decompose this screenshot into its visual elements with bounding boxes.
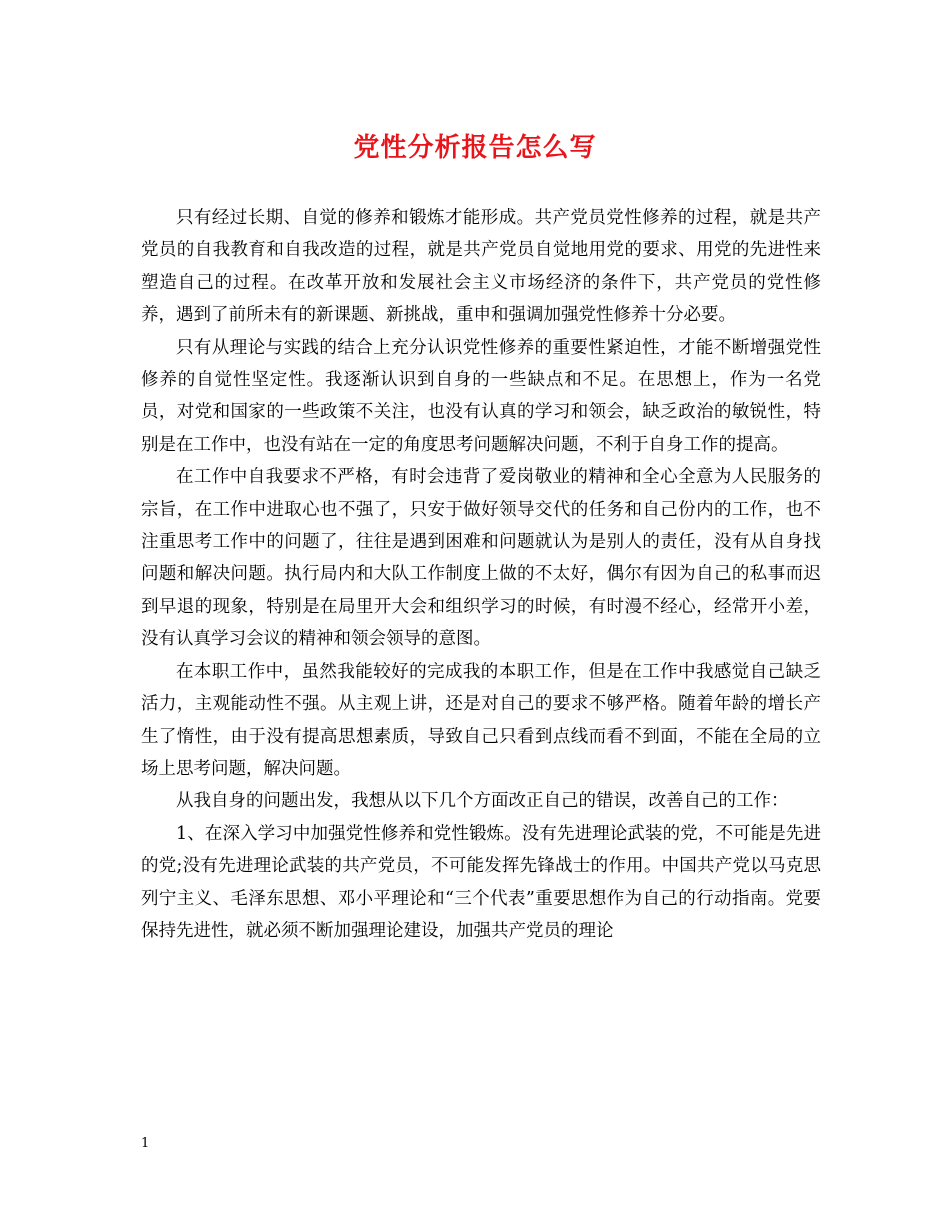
paragraph: 在本职工作中，虽然我能较好的完成我的本职工作，但是在工作中我感觉自己缺乏活力，主观能动性不强。从主观上讲，还是对自己的要求不够严格。随着年龄的增长产生了惰性，由于没有提高思想素质，导致自己只看到点线而看不到面，不能在全局的立场上思考问题，解决问题。 (141, 661, 821, 779)
document-body (141, 202, 821, 947)
page-title: 党性分析报告怎么写 (353, 133, 597, 163)
paragraph: 从我自身的问题出发，我想从以下几个方面改正自己的错误，改善自己的工作： (176, 791, 789, 812)
paragraph: 只有从理论与实践的结合上充分认识党性修养的重要性紧迫性，才能不断增强党性修养的自觉性坚定性。我逐渐认识到自身的一些缺点和不足。在思想上，作为一名党员，对党和国家的一些政策不关注，也没有认真的学习和领会，缺乏政治的敏锐性，特别是在工作中，也没有站在一定的角度思考问题解决问题，不利于自身工作的提高。 (141, 337, 821, 455)
paragraph: 只有经过长期、自觉的修养和锻炼才能形成。共产党员党性修养的过程，就是共产党员的自我教育和自我改造的过程，就是共产党员自觉地用党的要求、用党的先进性来塑造自己的过程。在改革开放和发展社会主义市场经济的条件下，共产党员的党性修养，遇到了前所未有的新课题、新挑战，重申和强调加强党性修养十分必要。 (141, 208, 821, 326)
page-number: 1 (141, 1136, 150, 1151)
paragraph: 1、在深入学习中加强党性修养和党性锻炼。没有先进理论武装的党，不可能是先进的党;没有先进理论武装的共产党员，不可能发挥先锋战士的作用。中国共产党以马克思列宁主义、毛泽东思想、邓小平理论和“三个代表”重要思想作为自己的行动指南。党要保持先进性，就必须不断加强理论建设，加强共产党员的理论 (141, 823, 821, 941)
paragraph: 在工作中自我要求不严格，有时会违背了爱岗敬业的精神和全心全意为人民服务的宗旨，在工作中进取心也不强了，只安于做好领导交代的任务和自己份内的工作，也不注重思考工作中的问题了，往往是遇到困难和问题就认为是别人的责任，没有从自身找问题和解决问题。执行局内和大队工作制度上做的不太好，偶尔有因为自己的私事而迟到早退的现象，特别是在局里开大会和组织学习的时候，有时漫不经心，经常开小差，没有认真学习会议的精神和领会领导的意图。 (141, 467, 821, 650)
